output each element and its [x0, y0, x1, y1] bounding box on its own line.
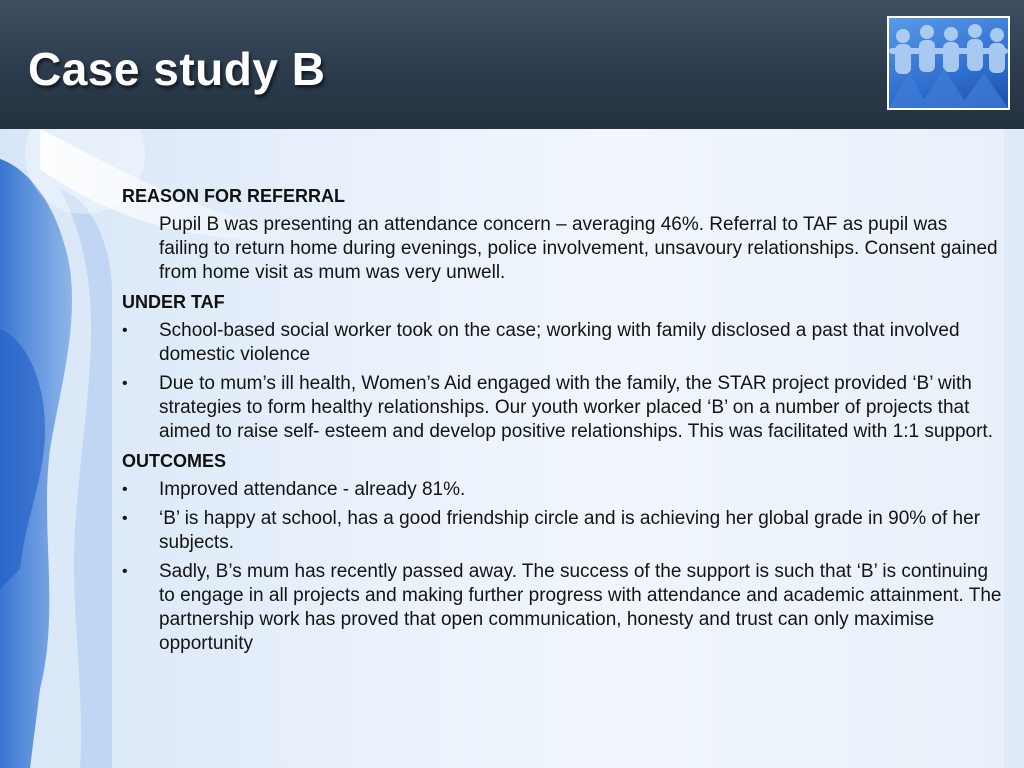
list-item-text: Due to mum’s ill health, Women’s Aid engaged with the family, the STAR project provided ‘B’ with strategies to form healthy relationships. Our youth worker placed ‘B’ on a number of projects that aimed to raise self- esteem and develop positive relationships. This was facilitated with 1:1 support. [159, 373, 993, 442]
list-item [122, 560, 1002, 656]
bullet-icon: • [122, 510, 128, 527]
section-heading: REASON FOR REFERRAL [122, 186, 346, 206]
section-under-taf [122, 290, 1002, 444]
list-item-text: Sadly, B’s mum has recently passed away. The success of the support is such that ‘B’ is continuing to engage in all projects and making further progress with attendance and academic attainment. The partnership work has proved that open communication, honesty and trust can only maximise opportunity [159, 561, 1002, 654]
bullet-icon: • [122, 375, 128, 392]
list-item-text: Improved attendance - already 81%. [159, 479, 466, 500]
header-band [0, 0, 1024, 129]
paper-people-graphic [889, 18, 1008, 108]
bullet-icon: • [122, 481, 128, 498]
people-chain-image [887, 16, 1010, 110]
section-heading: UNDER TAF [122, 292, 225, 312]
list-item [122, 507, 1002, 555]
slide-body [122, 184, 1002, 661]
list-item [122, 478, 1002, 502]
slide-title: Case study B [28, 43, 326, 95]
list-item-text: School-based social worker took on the case; working with family disclosed a past that involved domestic violence [159, 320, 960, 365]
referral-paragraph: Pupil B was presenting an attendance concern – averaging 46%. Referral to TAF as pupil was failing to return home during evenings, police involvement, unsavoury relationships. Consent gained from home visit as mum was very unwell. [159, 214, 998, 283]
list-item [122, 319, 1002, 367]
list-item [122, 372, 1002, 444]
list-item-text: ‘B’ is happy at school, has a good friendship circle and is achieving her global grade in 90% of her subjects. [159, 508, 981, 553]
section-outcomes [122, 449, 1002, 656]
section-reason-for-referral [122, 184, 1002, 285]
bullet-icon: • [122, 563, 128, 580]
bullet-icon: • [122, 322, 128, 339]
section-heading: OUTCOMES [122, 451, 227, 471]
